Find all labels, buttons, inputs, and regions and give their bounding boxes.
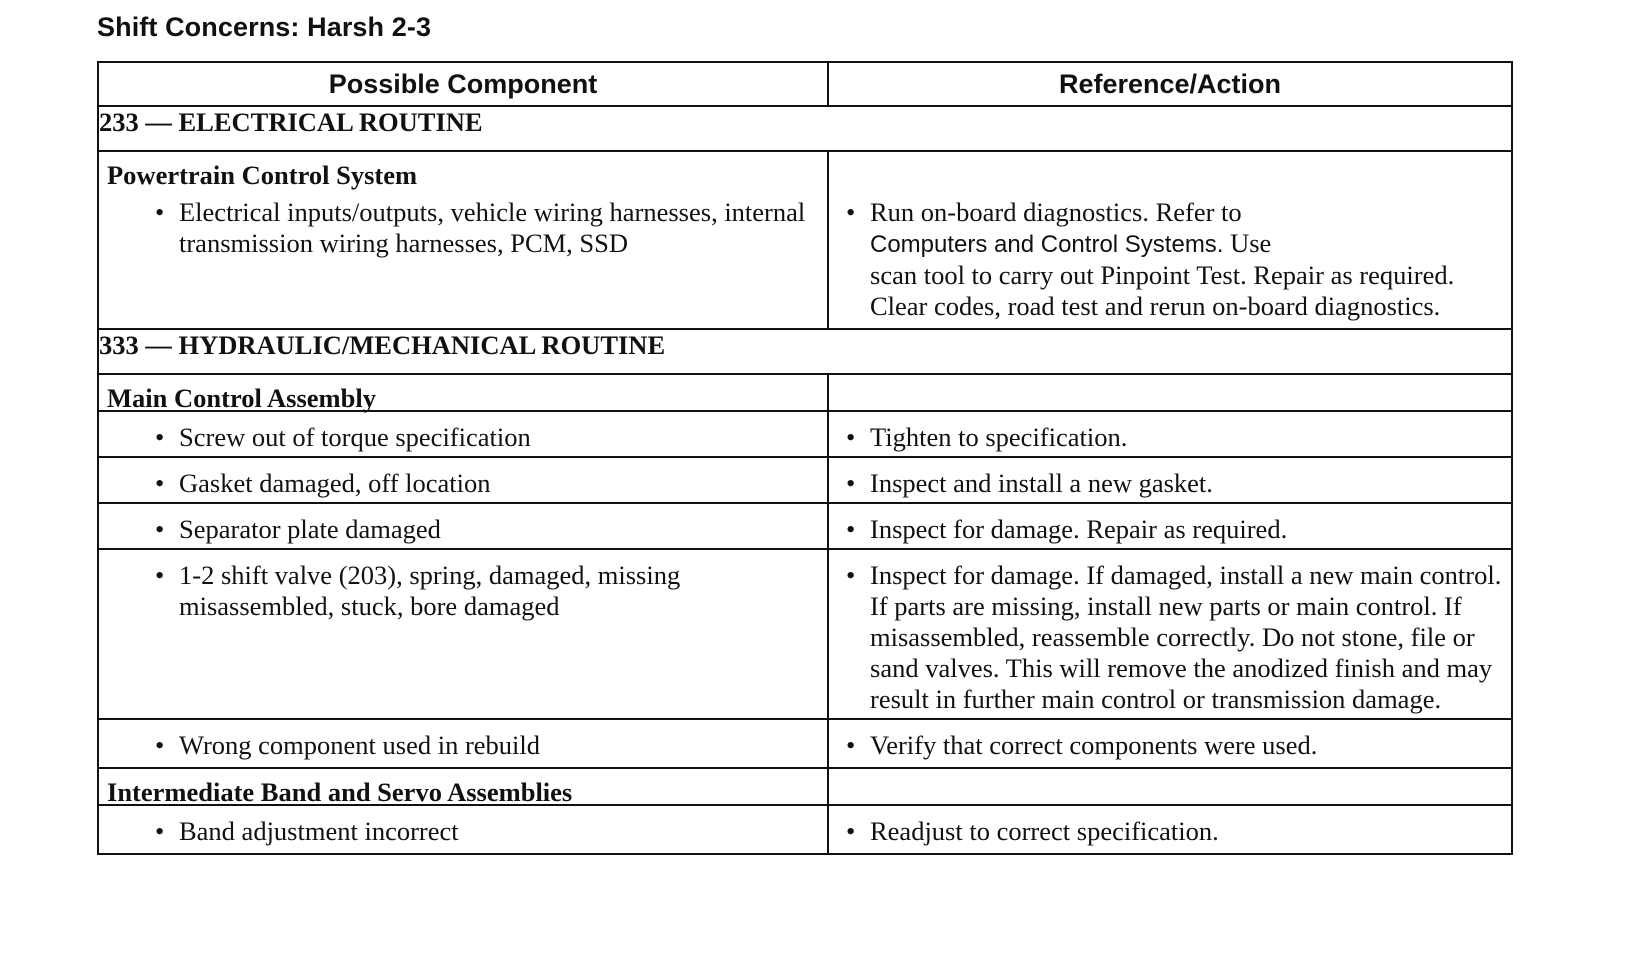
group-row-intermediate-band [98,768,1512,805]
group-heading: Powertrain Control System [107,160,418,190]
header-reference-action: Reference/Action [828,62,1512,106]
table-row [98,411,1512,457]
list-item [829,412,1511,456]
component-text: Band adjustment incorrect [179,816,459,846]
table-row [98,503,1512,549]
action-text: Readjust to correct specification. [870,816,1219,846]
bullet: • [846,197,856,227]
bullet: • [846,560,856,590]
bullet: • [846,422,856,452]
header-possible-component: Possible Component [98,62,828,106]
component-text: Gasket damaged, off location [179,468,491,498]
list-item [99,504,827,548]
action-text: Tighten to specification. [870,422,1128,452]
action-text: Verify that correct components were used. [870,730,1318,760]
diagnosis-table [97,61,1513,855]
list-item [829,806,1511,853]
bullet: • [846,816,856,846]
component-text: Screw out of torque specification [179,422,531,452]
list-item [99,550,827,625]
reference-link[interactable]: Computers and Control Systems. [870,231,1224,258]
list-item [829,550,1511,718]
bullet: • [155,468,165,498]
list-item [99,458,827,502]
bullet: • [155,197,165,227]
routine-label: 233 — ELECTRICAL ROUTINE [98,106,1512,151]
bullet: • [155,730,165,760]
routine-row-electrical [98,106,1512,151]
bullet: • [846,468,856,498]
bullet: • [155,422,165,452]
action-text: Use [1230,228,1272,258]
table-row [98,719,1512,768]
action-text: Inspect for damage. If damaged, install a new main control. If parts are missing, install new parts or main control. If misassembled, reassemble correctly. Do not stone, file or sand valves. This will remove the anodized finish and may result in further main control or transmission damage. [870,560,1502,714]
action-text: Run on-board diagnostics. Refer to [870,197,1242,227]
group-row-main-control [98,374,1512,411]
component-text: Wrong component used in rebuild [179,730,541,760]
bullet: • [846,514,856,544]
list-item [99,412,827,456]
page-title: Shift Concerns: Harsh 2-3 [97,12,432,42]
group-heading: Main Control Assembly [107,383,376,413]
component-text: Electrical inputs/outputs, vehicle wiring harnesses, internal transmission wiring harnesses, PCM, SSD [179,197,806,258]
list-item [99,187,827,265]
bullet: • [155,560,165,590]
action-text: Inspect and install a new gasket. [870,468,1213,498]
table-row [98,805,1512,854]
table-row [98,549,1512,719]
list-item [829,458,1511,502]
list-item [829,504,1511,548]
bullet: • [846,730,856,760]
list-item [99,806,827,853]
table-header-row [98,62,1512,106]
group-heading: Intermediate Band and Servo Assemblies [107,777,573,807]
component-text: 1-2 shift valve (203), spring, damaged, missing misassembled, stuck, bore damaged [179,560,681,621]
routine-label: 333 — HYDRAULIC/MECHANICAL ROUTINE [98,329,1512,374]
bullet: • [155,816,165,846]
routine-row-hydraulic [98,329,1512,374]
table-row [98,457,1512,503]
list-item [829,720,1511,767]
action-text: scan tool to carry out Pinpoint Test. Repair as required. Clear codes, road test and rerun on-board diagnostics. [870,260,1455,321]
action-text: Inspect for damage. Repair as required. [870,514,1288,544]
group-row-powertrain [98,151,1512,329]
list-item [99,720,827,767]
component-text: Separator plate damaged [179,514,441,544]
list-item [829,187,1511,328]
bullet: • [155,514,165,544]
